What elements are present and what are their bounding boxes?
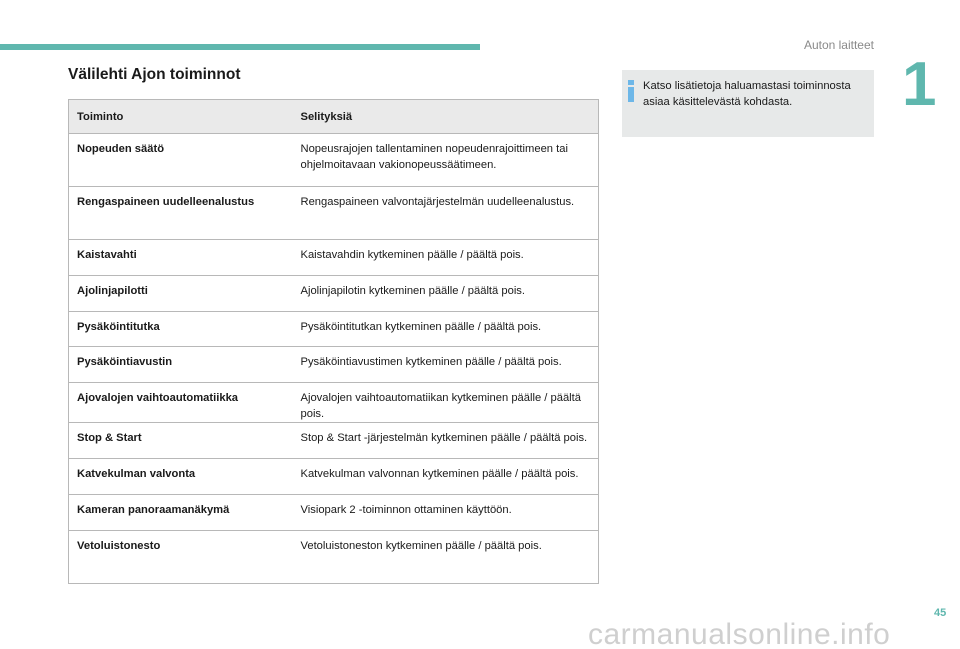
table-row [69,311,599,347]
functions-table [68,99,599,584]
function-cell: Rengaspaineen uudelleenalustus [69,187,293,240]
description-cell: Visiopark 2 -toiminnon ottaminen käyttöön. [293,494,599,530]
function-cell: Ajolinjapilotti [69,275,293,311]
page-title: Välilehti Ajon toiminnot [68,66,241,83]
info-text: Katso lisätietoja haluamastasi toiminnosta asiaa käsittelevästä kohdasta. [643,80,851,108]
section-label: Auton laitteet [803,38,874,52]
description-cell: Katvekulman valvonnan kytkeminen päälle / päältä pois. [293,458,599,494]
function-cell: Ajovalojen vaihtoautomatiikka [69,383,293,423]
function-cell: Kameran panoraamanäkymä [69,494,293,530]
table-row [69,383,599,423]
table-row [69,240,599,276]
description-cell: Stop & Start -järjestelmän kytkeminen päälle / päältä pois. [293,423,599,459]
table-row [69,423,599,459]
column-header-description: Selityksiä [293,100,599,134]
function-cell: Pysäköintiavustin [69,347,293,383]
top-accent-bar [0,44,480,50]
info-box [622,70,874,137]
table-row [69,530,599,583]
table-row [69,347,599,383]
table-header-row [69,100,599,134]
description-cell: Ajolinjapilotin kytkeminen päälle / päältä pois. [293,275,599,311]
description-cell: Nopeusrajojen tallentaminen nopeudenrajoittimeen tai ohjelmoitavaan vakionopeussäätimeen. [293,134,599,187]
page-number: 45 [934,607,947,619]
description-cell: Rengaspaineen valvontajärjestelmän uudelleenalustus. [293,187,599,240]
function-cell: Stop & Start [69,423,293,459]
chapter-number: 1 [902,50,937,119]
table-row [69,458,599,494]
watermark: carmanualsonline.info [588,618,891,649]
function-cell: Katvekulman valvonta [69,458,293,494]
info-icon [628,80,634,100]
description-cell: Ajovalojen vaihtoautomatiikan kytkeminen päälle / päältä pois. [293,383,599,423]
function-cell: Kaistavahti [69,240,293,276]
description-cell: Kaistavahdin kytkeminen päälle / päältä pois. [293,240,599,276]
description-cell: Pysäköintitutkan kytkeminen päälle / päältä pois. [293,311,599,347]
description-cell: Pysäköintiavustimen kytkeminen päälle / päältä pois. [293,347,599,383]
table-row [69,275,599,311]
table-row [69,494,599,530]
table-row [69,134,599,187]
table-row [69,187,599,240]
column-header-function: Toiminto [69,100,293,134]
function-cell: Pysäköintitutka [69,311,293,347]
description-cell: Vetoluistoneston kytkeminen päälle / päältä pois. [293,530,599,583]
function-cell: Nopeuden säätö [69,134,293,187]
function-cell: Vetoluistonesto [69,530,293,583]
